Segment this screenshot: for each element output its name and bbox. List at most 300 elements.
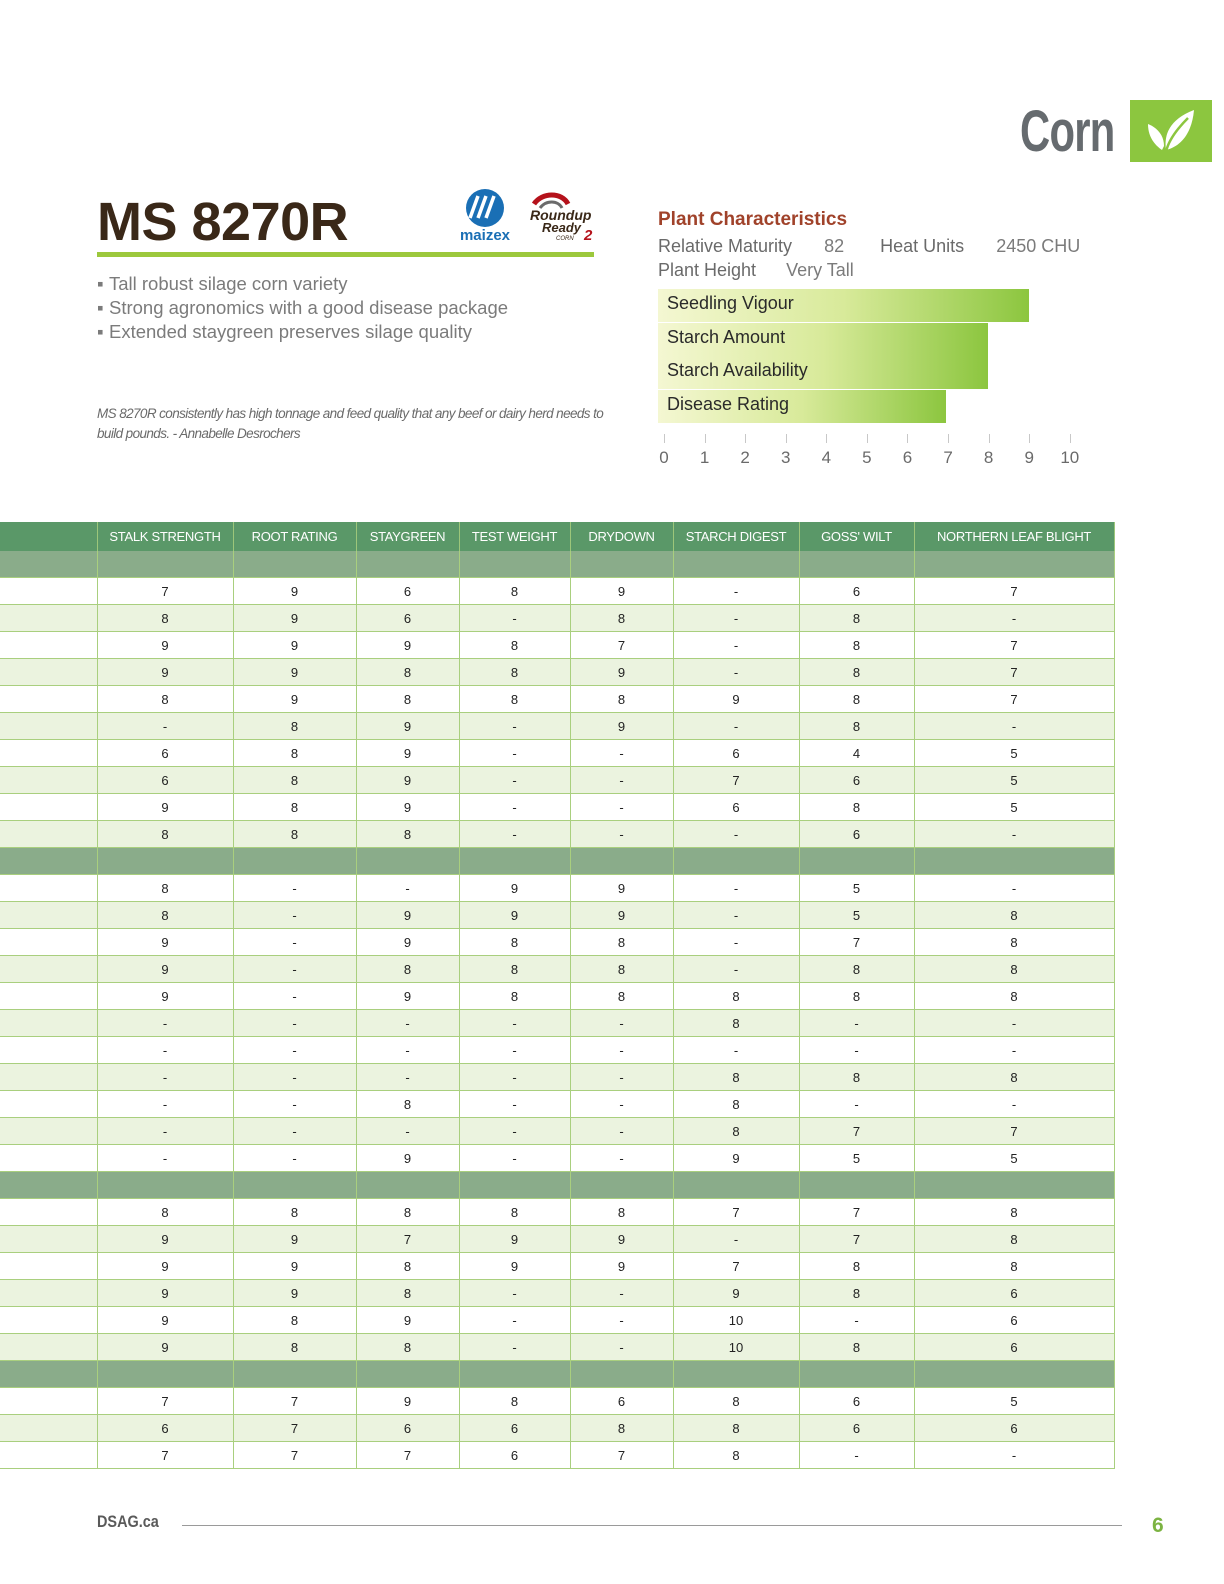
table-header-cell: NORTHERN LEAF BLIGHT [914,522,1114,551]
footer-site[interactable]: DSAG.ca [97,1512,159,1531]
table-cell: - [459,1010,570,1037]
table-cell: - [673,713,799,740]
table-cell: - [97,1091,233,1118]
table-cell: 6 [914,1307,1114,1334]
row-label-cell [0,740,97,767]
table-cell: 8 [97,1199,233,1226]
table-cell: - [459,605,570,632]
table-cell: 8 [914,1064,1114,1091]
table-cell: 7 [799,1118,914,1145]
table-cell: 8 [97,605,233,632]
table-cell: - [673,1226,799,1253]
table-cell: 7 [799,1199,914,1226]
group-cell [356,551,459,578]
table-cell: 8 [570,929,673,956]
x-tick-label: 9 [1024,448,1034,467]
table-cell: 7 [673,767,799,794]
table-cell: 8 [570,686,673,713]
table-cell: - [799,1442,914,1469]
group-cell [459,848,570,875]
x-tick-label: 0 [659,448,669,467]
table-cell: 8 [233,821,356,848]
table-cell: 7 [233,1442,356,1469]
x-tick-label: 5 [862,448,872,467]
row-label-cell [0,605,97,632]
table-row [0,875,1114,902]
group-cell [914,1361,1114,1388]
group-cell [799,848,914,875]
bar-starch-availability [658,356,988,389]
table-cell: - [459,1280,570,1307]
characteristics-bar-chart [658,289,1098,423]
group-cell [673,551,799,578]
table-cell: - [799,1091,914,1118]
feature-list [97,272,508,344]
feature-item: ▪ Extended staygreen preserves silage quality [97,321,473,342]
table-cell: 5 [799,902,914,929]
table-cell: - [459,713,570,740]
table-header-cell: DRYDOWN [570,522,673,551]
table-cell: 9 [356,983,459,1010]
table-cell: 8 [673,1442,799,1469]
row-label-cell [0,659,97,686]
table-cell: 9 [673,1145,799,1172]
table-cell: 8 [673,1415,799,1442]
table-cell: - [233,1037,356,1064]
table-row [0,929,1114,956]
group-cell [914,551,1114,578]
table-cell: 9 [233,1280,356,1307]
table-cell: 8 [233,794,356,821]
table-cell: 9 [356,767,459,794]
row-label-cell [0,632,97,659]
row-label-cell [0,767,97,794]
row-label-cell [0,1307,97,1334]
table-cell: - [459,1064,570,1091]
table-cell: - [914,605,1114,632]
table-row [0,956,1114,983]
table-cell: 6 [914,1280,1114,1307]
table-cell: 9 [459,1226,570,1253]
rr-line2: Ready [542,220,582,235]
table-row [0,1037,1114,1064]
table-cell: - [459,1307,570,1334]
group-cell [0,1172,97,1199]
table-cell: - [233,1010,356,1037]
table-cell: 8 [799,1280,914,1307]
table-cell: 8 [799,983,914,1010]
row-label-cell [0,983,97,1010]
row-label-cell [0,1442,97,1469]
table-cell: 7 [97,1442,233,1469]
table-cell: 7 [914,632,1114,659]
table-row [0,1199,1114,1226]
category-title: Corn [1020,99,1115,164]
table-cell: 9 [233,578,356,605]
row-label-cell [0,1145,97,1172]
table-cell: 6 [914,1415,1114,1442]
table-cell: - [97,713,233,740]
group-cell [97,848,233,875]
table-cell: - [570,767,673,794]
table-row [0,1118,1114,1145]
table-cell: 8 [459,1199,570,1226]
table-cell: 8 [673,1118,799,1145]
table-cell: 9 [356,1388,459,1415]
table-cell: 6 [459,1415,570,1442]
x-tick [948,434,949,443]
table-cell: 5 [799,1145,914,1172]
table-cell: 8 [914,983,1114,1010]
table-cell: - [459,1091,570,1118]
x-tick [907,434,908,443]
table-cell: - [673,632,799,659]
row-label-cell [0,686,97,713]
table-cell: 8 [799,659,914,686]
table-cell: 8 [799,1253,914,1280]
feature-item: ▪ Tall robust silage corn variety [97,273,348,294]
x-tick [705,434,706,443]
table-cell: 8 [459,686,570,713]
table-cell: - [914,1091,1114,1118]
table-group-row [0,551,1114,578]
table-cell: - [233,929,356,956]
x-tick-label: 10 [1060,448,1080,467]
table-cell: 9 [570,713,673,740]
table-cell: 8 [914,929,1114,956]
table-cell: 7 [97,1388,233,1415]
table-cell: - [914,713,1114,740]
row-label-cell [0,1226,97,1253]
table-cell: 8 [356,1334,459,1361]
group-cell [97,1361,233,1388]
x-tick [1029,434,1030,443]
group-cell [97,551,233,578]
x-tick [867,434,868,443]
table-cell: - [570,794,673,821]
table-row [0,1091,1114,1118]
table-cell: 8 [97,686,233,713]
table-cell: 9 [570,902,673,929]
table-cell: 8 [914,956,1114,983]
table-cell: - [233,902,356,929]
table-cell: 7 [570,1442,673,1469]
table-cell: 7 [914,1118,1114,1145]
group-cell [570,1172,673,1199]
maturity-line [658,236,1080,257]
footer-divider [182,1525,1122,1526]
table-cell: 9 [97,794,233,821]
table-cell: 8 [356,821,459,848]
table-header-cell: STALK STRENGTH [97,522,233,551]
table-cell: 6 [97,1415,233,1442]
table-cell: 6 [570,1388,673,1415]
table-cell: 9 [97,1280,233,1307]
table-cell: - [673,1037,799,1064]
leaf-icon [1144,106,1198,156]
group-cell [914,1172,1114,1199]
table-cell: 6 [799,767,914,794]
table-cell: - [570,1091,673,1118]
group-cell [570,551,673,578]
table-cell: 9 [233,659,356,686]
table-cell: 6 [356,578,459,605]
table-cell: 7 [799,929,914,956]
table-cell: 8 [233,740,356,767]
x-tick-label: 6 [902,448,913,467]
table-row [0,578,1114,605]
table-cell: - [914,821,1114,848]
table-cell: 8 [799,1334,914,1361]
table-cell: 9 [97,956,233,983]
x-tick-label: 8 [983,448,994,467]
bar-label: Starch Availability [667,360,808,380]
table-row [0,659,1114,686]
table-cell: 9 [356,794,459,821]
table-cell: 7 [97,578,233,605]
table-cell: 8 [459,632,570,659]
table-cell: 6 [459,1442,570,1469]
maizex-logo [452,188,518,244]
x-tick [1070,434,1071,443]
row-label-cell [0,929,97,956]
table-cell: - [673,902,799,929]
table-cell: - [799,1307,914,1334]
table-cell: 6 [97,740,233,767]
table-cell: - [459,794,570,821]
table-cell: 9 [233,686,356,713]
table-cell: 9 [673,1280,799,1307]
table-cell: 6 [914,1334,1114,1361]
table-cell: - [914,875,1114,902]
table-cell: 8 [233,1334,356,1361]
table-cell: 8 [673,1388,799,1415]
table-cell: 9 [459,875,570,902]
x-tick [786,434,787,443]
table-cell: 9 [233,632,356,659]
group-cell [0,1361,97,1388]
table-cell: - [570,821,673,848]
group-cell [459,551,570,578]
x-tick-label: 1 [699,448,710,467]
table-cell: 8 [459,1388,570,1415]
group-cell [673,1361,799,1388]
heat-units-value: 2450 CHU [996,236,1081,256]
table-cell: - [570,1010,673,1037]
table-cell: 7 [356,1226,459,1253]
table-cell: 9 [570,659,673,686]
table-row [0,1442,1114,1469]
group-cell [233,1172,356,1199]
table-cell: - [570,1037,673,1064]
table-row [0,1415,1114,1442]
table-row [0,1388,1114,1415]
page-number: 6 [1152,1514,1164,1537]
table-cell: 4 [799,740,914,767]
plant-height-value: Very Tall [786,260,854,280]
table-cell: 9 [97,659,233,686]
table-cell: 7 [233,1415,356,1442]
table-cell: 6 [799,1415,914,1442]
table-cell: - [570,1280,673,1307]
table-cell: 9 [97,1226,233,1253]
table-cell: - [459,821,570,848]
table-cell: 5 [914,794,1114,821]
performance-table [0,522,1115,1469]
table-cell: 8 [799,713,914,740]
table-cell: 9 [356,902,459,929]
x-tick [989,434,990,443]
table-cell: 9 [233,605,356,632]
table-cell: - [459,1118,570,1145]
table-cell: 9 [356,740,459,767]
table-cell: 6 [799,578,914,605]
table-cell: - [673,875,799,902]
table-cell: 9 [459,902,570,929]
table-header-blank [0,522,97,551]
rr-line1: Roundup [530,207,592,223]
table-cell: 9 [97,632,233,659]
table-cell: - [673,956,799,983]
table-cell: - [914,1010,1114,1037]
table-cell: - [459,740,570,767]
table-cell: - [97,1145,233,1172]
x-tick [826,434,827,443]
plant-characteristics-heading: Plant Characteristics [658,209,848,230]
table-cell: 8 [356,1253,459,1280]
row-label-cell [0,1334,97,1361]
table-cell: - [673,821,799,848]
table-header-cell: ROOT RATING [233,522,356,551]
row-label-cell [0,902,97,929]
table-cell: 8 [233,767,356,794]
table-cell: - [673,578,799,605]
table-cell: - [459,1334,570,1361]
table-cell: 10 [673,1334,799,1361]
table-cell: - [459,767,570,794]
table-row [0,1010,1114,1037]
table-cell: - [570,740,673,767]
table-cell: 9 [356,713,459,740]
table-group-row [0,1172,1114,1199]
group-cell [799,551,914,578]
table-row [0,1280,1114,1307]
group-cell [0,551,97,578]
row-label-cell [0,1037,97,1064]
table-cell: - [233,1064,356,1091]
table-cell: 9 [97,929,233,956]
row-label-cell [0,1415,97,1442]
x-tick-label: 4 [821,448,832,467]
table-cell: 8 [570,605,673,632]
group-cell [0,848,97,875]
table-cell: - [570,1118,673,1145]
row-label-cell [0,794,97,821]
table-cell: 8 [356,1199,459,1226]
table-cell: 6 [799,1388,914,1415]
group-cell [673,1172,799,1199]
table-cell: 9 [356,929,459,956]
table-row [0,740,1114,767]
table-cell: 6 [799,821,914,848]
table-cell: 8 [799,605,914,632]
row-label-cell [0,1010,97,1037]
table-cell: - [356,1037,459,1064]
table-cell: - [673,929,799,956]
group-cell [233,848,356,875]
group-cell [356,1172,459,1199]
rr-sub: CORN [556,236,574,242]
table-cell: 8 [570,1199,673,1226]
table-cell: 8 [570,1415,673,1442]
bar-disease-rating [658,390,946,423]
table-cell: 9 [570,875,673,902]
row-label-cell [0,1064,97,1091]
table-row [0,821,1114,848]
table-cell: 9 [570,578,673,605]
table-cell: 5 [914,1145,1114,1172]
table-cell: - [570,1145,673,1172]
table-cell: 5 [799,875,914,902]
table-cell: 9 [356,1307,459,1334]
group-cell [799,1361,914,1388]
table-cell: 8 [914,1253,1114,1280]
table-cell: 6 [673,740,799,767]
table-cell: 9 [97,1307,233,1334]
x-tick [664,434,665,443]
table-cell: - [233,1118,356,1145]
relative-maturity-value: 82 [824,236,845,256]
group-cell [356,1361,459,1388]
table-cell: 9 [233,1226,356,1253]
table-cell: - [356,1010,459,1037]
bar-label: Disease Rating [667,393,790,414]
table-cell: 6 [356,1415,459,1442]
table-cell: 8 [97,821,233,848]
row-label-cell [0,1091,97,1118]
table-group-row [0,1361,1114,1388]
table-cell: - [673,659,799,686]
row-label-cell [0,713,97,740]
table-cell: 5 [914,1388,1114,1415]
table-cell: - [570,1334,673,1361]
maizex-wordmark: maizex [459,227,511,244]
table-cell: 8 [459,956,570,983]
group-cell [570,848,673,875]
table-cell: 7 [356,1442,459,1469]
table-row [0,902,1114,929]
table-row [0,1226,1114,1253]
table-cell: 7 [914,578,1114,605]
title-underline [97,252,594,257]
table-cell: 7 [673,1253,799,1280]
table-cell: 8 [570,983,673,1010]
table-cell: 9 [356,1145,459,1172]
testimonial-quote: MS 8270R consistently has high tonnage and feed quality that any beef or dairy herd needs to build pounds. - Annabelle Desrochers [97,406,604,441]
table-cell: - [570,1064,673,1091]
table-cell: 6 [673,794,799,821]
table-row [0,605,1114,632]
chart-x-axis [658,434,1098,474]
table-row [0,1064,1114,1091]
table-cell: - [233,1091,356,1118]
table-cell: 8 [914,1199,1114,1226]
group-cell [233,551,356,578]
table-cell: 9 [459,1253,570,1280]
group-cell [459,1361,570,1388]
bar-label: Starch Amount [667,326,786,347]
table-row [0,794,1114,821]
